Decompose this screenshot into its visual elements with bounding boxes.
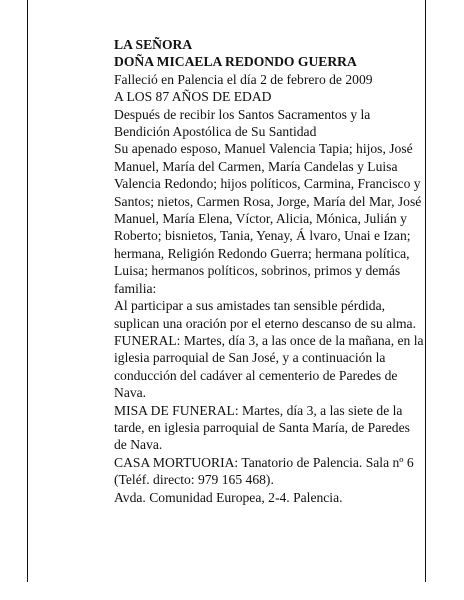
misa-paragraph: MISA DE FUNERAL: Martes, día 3, a las siete de la tarde, en iglesia parroquial de Santa María, de Paredes de Nava.: [114, 402, 410, 453]
deceased-name: DOÑA MICAELA REDONDO GUERRA: [114, 54, 357, 70]
casa-mortuoria-paragraph: CASA MORTUORIA: Tanatorio de Palencia. Sala nº 6 (Teléf. directo: 979 165 468).: [114, 454, 414, 488]
age-line: A LOS 87 AÑOS DE EDAD: [114, 89, 272, 105]
sacraments-paragraph: Después de recibir los Santos Sacramentos y la Bendición Apostólica de Su Santidad: [114, 106, 371, 140]
death-date-line: Falleció en Palencia el día 2 de febrero de 2009: [114, 71, 373, 87]
funeral-paragraph: FUNERAL: Martes, día 3, a las once de la mañana, en la iglesia parroquial de San José, y a continuación la conducción del cadáver al cementerio de Paredes de Nava.: [114, 332, 424, 401]
address-line: Avda. Comunidad Europea, 2-4. Palencia.: [114, 489, 343, 505]
obituary-notice: [114, 36, 424, 506]
title-line: LA SEÑORA: [114, 37, 193, 52]
family-paragraph: Su apenado esposo, Manuel Valencia Tapia; hijos, José Manuel, María del Carmen, María Candelas y Luisa Valencia Redondo; hijos políticos, Carmina, Francisco y Santos; nietos, Carmen Rosa, Jorge, María del Mar, José Manuel, María Elena, Víctor, Alicia, Mónica, Julián y Roberto; bisnietos, Tania, Yenay, Á lvaro, Unai e Izan; hermana, Religión Redondo Guerra; hermana política, Luisa; hermanos políticos, sobrinos, primos y demás familia:: [114, 141, 422, 296]
request-paragraph: Al participar a sus amistades tan sensible pérdida, suplican una oración por el eterno descanso de su alma.: [114, 298, 416, 331]
